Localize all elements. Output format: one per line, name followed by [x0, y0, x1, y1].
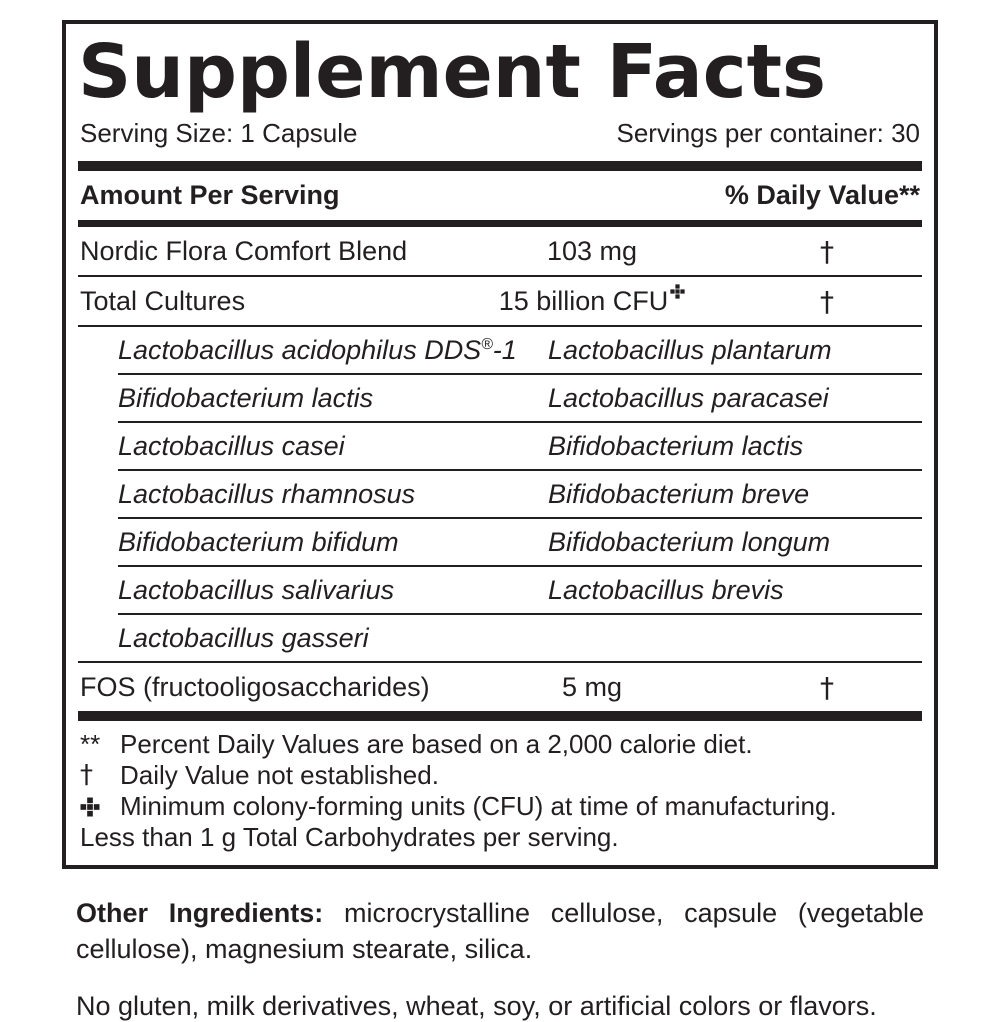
culture-name: Lactobacillus plantarum: [548, 334, 832, 365]
culture-name: Lactobacillus casei: [118, 430, 345, 461]
culture-name: Lactobacillus salivarius: [118, 574, 395, 605]
other-ingredients-text: microcrystalline cellulose, capsule (vegetable cellulose), magnesium stearate, silica.: [76, 898, 924, 965]
culture-name: Bifidobacterium bifidum: [118, 526, 399, 557]
culture-name: Bifidobacterium lactis: [118, 382, 374, 413]
ingredient-name: FOS (fructooligosaccharides): [80, 671, 430, 702]
culture-name: Lactobacillus gasseri: [118, 622, 369, 653]
cfu-club-icon: [670, 284, 685, 299]
table-row-fos: [78, 663, 922, 711]
divider-thick-top: [78, 161, 922, 171]
culture-name: Lactobacillus brevis: [548, 574, 784, 605]
supplement-facts-panel: [62, 20, 938, 869]
double-asterisk-symbol: **: [80, 729, 101, 760]
ingredient-amount: 5 mg: [561, 671, 623, 702]
culture-name: Bifidobacterium longum: [548, 526, 831, 557]
footnote-carbohydrates: Less than 1 g Total Carbohydrates per serving.: [80, 822, 619, 853]
serving-row: [78, 114, 922, 161]
culture-row: [78, 615, 922, 661]
dagger-symbol: †: [80, 760, 93, 791]
cfu-club-icon: [80, 791, 120, 822]
serving-size: Serving Size: 1 Capsule: [80, 118, 358, 149]
footnote-daily-values: ** Percent Daily Values are based on a 2,000 calorie diet.: [80, 729, 753, 760]
registered-mark: ®: [481, 335, 493, 353]
ingredient-daily-value: †: [820, 670, 834, 704]
ingredient-daily-value: †: [820, 284, 834, 318]
culture-name: Lactobacillus acidophilus DDS®-1: [118, 334, 517, 365]
table-header: [78, 171, 922, 220]
culture-row: [78, 519, 922, 565]
culture-name: Bifidobacterium breve: [548, 478, 810, 509]
footnote-cfu: Minimum colony-forming units (CFU) at time of manufacturing.: [80, 791, 920, 822]
footnotes: [78, 721, 922, 857]
culture-name: Lactobacillus paracasei: [548, 382, 829, 413]
culture-row: [78, 375, 922, 421]
header-amount-per-serving: Amount Per Serving: [80, 180, 340, 211]
ingredient-daily-value: †: [820, 234, 834, 268]
table-row-blend: [78, 227, 922, 275]
below-panel-text: [62, 895, 938, 1022]
ingredient-name: Nordic Flora Comfort Blend: [80, 235, 408, 266]
other-ingredients: [76, 895, 924, 967]
culture-name: Lactobacillus rhamnosus: [118, 478, 416, 509]
culture-row: [78, 423, 922, 469]
allergen-note: No gluten, milk derivatives, wheat, soy, or artificial colors or flavors.: [76, 991, 877, 1022]
ingredient-name: Total Cultures: [80, 285, 246, 316]
culture-row: [78, 471, 922, 517]
header-daily-value: % Daily Value**: [724, 180, 920, 211]
panel-title: Supplement Facts: [78, 29, 827, 115]
ingredient-amount: 15 billion CFU: [452, 286, 732, 317]
footnote-dagger: † Daily Value not established.: [80, 760, 439, 791]
other-ingredients-label: Other Ingredients:: [76, 898, 324, 929]
divider-medium: [78, 220, 922, 227]
divider-thick-bottom: [78, 711, 922, 721]
culture-row: [78, 327, 922, 373]
culture-row: [78, 567, 922, 613]
servings-per-container: Servings per container: 30: [616, 118, 920, 149]
culture-name: Bifidobacterium lactis: [548, 430, 804, 461]
table-row-total-cultures: [78, 277, 922, 325]
ingredient-amount: 103 mg: [546, 235, 638, 266]
